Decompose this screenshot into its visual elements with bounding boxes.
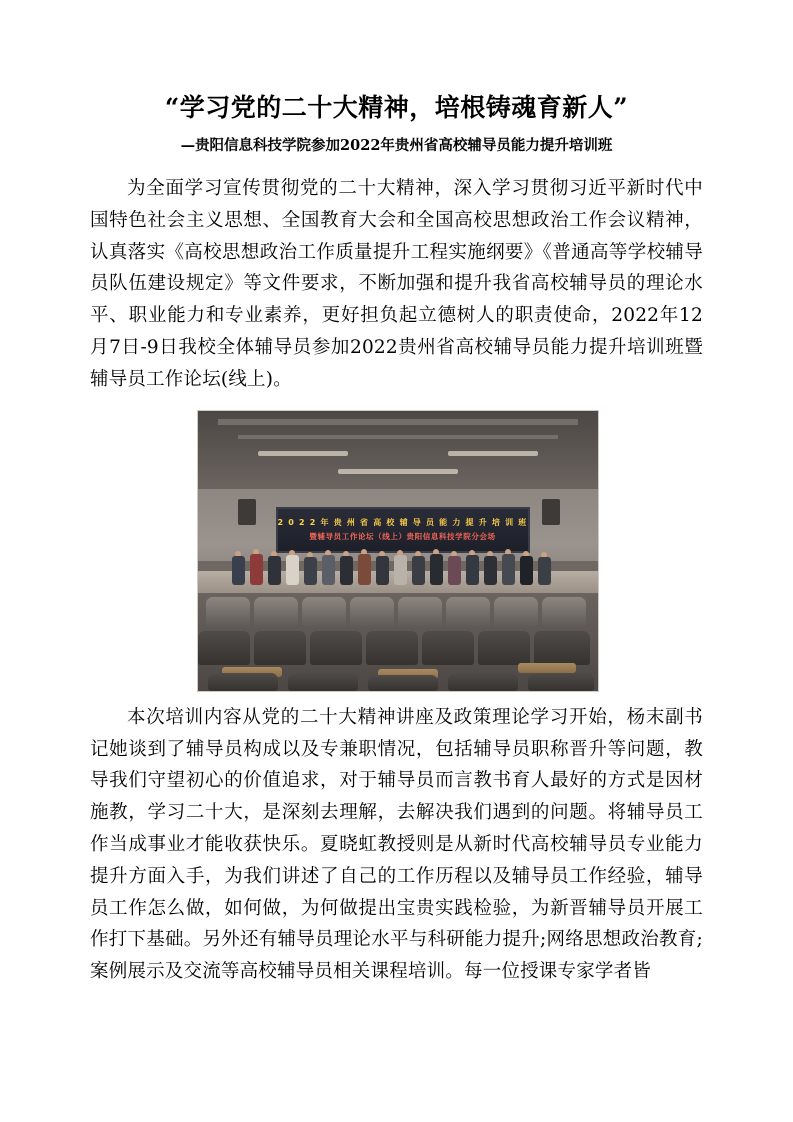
photo-seat bbox=[366, 631, 418, 665]
photo-light-bar bbox=[448, 451, 538, 456]
page-subtitle: —贵阳信息科技学院参加2022年贵州省高校辅导员能力提升培训班 bbox=[180, 137, 613, 154]
photo-seat bbox=[350, 597, 394, 627]
photo-person bbox=[502, 549, 515, 585]
photo-seat bbox=[542, 597, 586, 627]
photo-screen-line-1: 2 0 2 2 年 贵 州 省 高 校 辅 导 员 能 力 提 升 培 训 班 bbox=[277, 518, 528, 528]
photo-seat bbox=[528, 673, 594, 691]
photo-person bbox=[538, 552, 551, 585]
photo-seat bbox=[422, 631, 474, 665]
photo-seat bbox=[254, 631, 306, 665]
photo-seat bbox=[534, 631, 590, 665]
photo-person bbox=[466, 550, 479, 585]
photo-person bbox=[448, 551, 461, 585]
photo-seat bbox=[208, 673, 278, 691]
photo-person bbox=[286, 550, 299, 585]
photo-ceiling-panel bbox=[238, 435, 558, 439]
photo-person bbox=[304, 552, 317, 585]
photo-seat bbox=[494, 597, 538, 627]
photo-person bbox=[232, 551, 245, 585]
photo-seat bbox=[448, 673, 518, 691]
photo-person bbox=[520, 551, 533, 585]
photo-ceiling-panel bbox=[218, 419, 578, 425]
photo-screen-line-2: 暨辅导员工作论坛（线上）贵阳信息科技学院分会场 bbox=[309, 532, 496, 542]
photo-seat bbox=[310, 631, 362, 665]
paragraph-2: 本次培训内容从党的二十大精神讲座及政策理论学习开始，杨末副书记她谈到了辅导员构成以及专兼职情况，包括辅导员职称晋升等问题，教导我们守望初心的价值追求，对于辅导员而言教书育人最好的方式是因材施教，学习二十大，是深刻去理解，去解决我们遇到的问题。将辅导员工作当成事业才能收获快乐。夏晓虹教授则是从新时代高校辅导员专业能力提升方面入手，为我们讲述了自己的工作历程以及辅导员工作经验，辅导员工作怎么做，如何做，为何做提出宝贵实践检验，为新晋辅导员开展工作打下基础。另外还有辅导员理论水平与科研能力提升;网络思想政治教育;案例展示及交流等高校辅导员相关课程培训。每一位授课专家学者皆 bbox=[90, 706, 703, 983]
photo-seat-desk bbox=[518, 663, 576, 673]
photo-projection-screen bbox=[276, 507, 530, 553]
photo-seat bbox=[302, 597, 346, 627]
photo-seat bbox=[368, 675, 438, 691]
photo-person bbox=[268, 551, 281, 585]
photo-seat bbox=[254, 597, 298, 627]
photo-seat bbox=[398, 597, 442, 627]
photo-person bbox=[250, 549, 263, 585]
photo-person bbox=[430, 549, 443, 585]
photo-person bbox=[484, 551, 497, 585]
photo-seat bbox=[446, 597, 490, 627]
photo-seat bbox=[206, 597, 250, 627]
figure-group-photo bbox=[197, 410, 597, 692]
photo-person bbox=[376, 551, 389, 585]
photo-speaker bbox=[542, 499, 560, 525]
photo-seat bbox=[198, 631, 250, 665]
page-title: “学习党的二十大精神，培根铸魂育新人” bbox=[164, 93, 629, 122]
photo-light-bar bbox=[258, 451, 348, 456]
photo-person bbox=[340, 551, 353, 585]
photo-person bbox=[358, 549, 371, 585]
photo-seat bbox=[478, 631, 530, 665]
photo-person bbox=[394, 550, 407, 585]
photo-light-bar bbox=[338, 469, 458, 474]
photo-speaker bbox=[238, 499, 256, 525]
photo-person bbox=[412, 551, 425, 585]
photo-seat bbox=[288, 673, 358, 691]
paragraph-1: 为全面学习宣传贯彻党的二十大精神，深入学习贯彻习近平新时代中国特色社会主义思想、全国教育大会和全国高校思想政治工作会议精神，认真落实《高校思想政治工作质量提升工程实施纲要》《普通高等学校辅导员队伍建设规定》等文件要求，不断加强和提升我省高校辅导员的理论水平、职业能力和专业素养，更好担负起立德树人的职责使命，2022年12月7日-9日我校全体辅导员参加2022贵州省高校辅导员能力提升培训班暨辅导员工作论坛(线上)。 bbox=[90, 178, 703, 390]
photo-image bbox=[197, 410, 599, 692]
photo-person bbox=[322, 550, 335, 585]
